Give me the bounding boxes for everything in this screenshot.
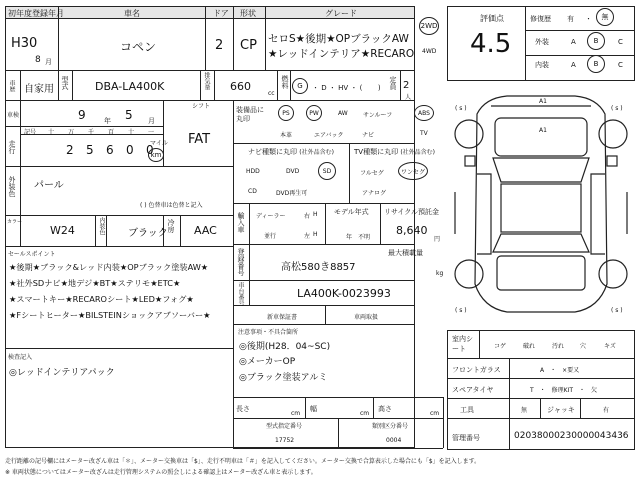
int-grade-a: A — [571, 61, 576, 69]
reg-year-label: 初年度登録年月 — [8, 9, 64, 18]
equipment-abs-circle: ABS — [414, 105, 434, 121]
reg-month-value: 8 — [35, 55, 41, 65]
mileage-unit-mile: マイル — [150, 140, 168, 147]
mileage-digit-header: 十 — [48, 129, 55, 136]
seats-value: 2 — [403, 80, 410, 91]
jack-label: ジャッキ — [547, 406, 575, 414]
exterior-grade-label: 外装 — [535, 38, 549, 46]
drive-4wd: 4WD — [422, 48, 437, 55]
inspection-year-unit: 年 — [104, 117, 111, 125]
chassis-label: 車台番号 — [237, 282, 244, 306]
sheet-label: 室内シート — [452, 335, 473, 353]
caution-label: 注意事項・不具合箇所 — [238, 329, 299, 336]
equipment-item: エアバック — [314, 132, 344, 139]
model-year-value: 年 不明 — [346, 234, 371, 241]
tools-value: 無 — [521, 407, 528, 414]
mileage-digit-header: 千 — [88, 129, 95, 136]
warranty-manual: 車両取扱 — [354, 314, 379, 321]
import-parallel: 並行 — [264, 233, 277, 240]
repair-no-circle: 無 — [596, 8, 614, 26]
repair-separator: ・ — [585, 15, 592, 23]
height-label: 高さ — [378, 405, 392, 413]
fuel-selected-circle: G — [292, 78, 308, 94]
mileage-digit: 5 — [86, 143, 94, 157]
interior-grade-label: 内装 — [535, 61, 549, 69]
import-right: 右 — [304, 213, 311, 220]
score-value: 4.5 — [470, 29, 512, 59]
equipment-label: 装備品に丸印 — [236, 106, 264, 123]
fuel-label: 燃料 — [281, 75, 289, 89]
exterior-note: ( ) 色替車は色替と記入 — [140, 202, 203, 209]
car-name-value: コペン — [120, 40, 157, 54]
nav-dvd-play: DVD再生可 — [276, 190, 308, 197]
grade-line1: セロS★後期★OPブラックAW — [268, 33, 409, 45]
nav-title: ナビ種類に丸印 (社外品含む) — [248, 148, 334, 156]
sheet-item: 穴 — [580, 343, 587, 350]
int-grade-c: C — [618, 61, 623, 69]
mileage-digit: 0 — [146, 143, 154, 157]
ac-label: 冷房 — [167, 219, 175, 233]
shift-label: シフト — [192, 103, 211, 110]
displacement-label: 排気量 — [203, 72, 210, 90]
equipment-item: AW — [338, 110, 348, 117]
sheet-item: キズ — [604, 343, 616, 350]
car-diagram — [447, 84, 635, 326]
equipment-item: サンルーフ — [363, 112, 393, 119]
exterior-color: パール — [34, 180, 64, 191]
ac-value: AAC — [194, 224, 217, 237]
width-unit: cm — [360, 410, 370, 417]
length-label: 長さ — [236, 405, 250, 413]
mgmt-number: 02038000230000043436 — [514, 431, 629, 441]
shape-value: CP — [240, 38, 257, 53]
seats-label: 定員 — [389, 76, 397, 90]
int-grade-b-circle: B — [587, 55, 605, 73]
equipment-ps-circle: PS — [278, 105, 294, 121]
max-load-unit: kg — [436, 270, 444, 277]
class-number-label: 類別区分番号 — [372, 423, 409, 430]
import-handle-2: H — [313, 231, 318, 238]
color-no-value: W24 — [50, 224, 75, 237]
sales-points-label: セールスポイント — [8, 251, 56, 258]
import-label: 輸入車 — [237, 212, 245, 233]
warranty-new-car: 新車保証書 — [267, 314, 298, 321]
color-no-label: カラー — [7, 219, 23, 225]
usage-label: 車歴 — [8, 80, 15, 92]
mileage-digit: 2 — [66, 143, 74, 157]
shape-label: 形状 — [240, 9, 256, 18]
mileage-digit-header: 百 — [108, 129, 115, 136]
seats-unit: 人 — [405, 94, 412, 101]
glass-label: フロントガラス — [452, 366, 501, 374]
recycle-unit: 円 — [434, 236, 441, 243]
tv-oneseg-circle: ワンセグ — [398, 162, 428, 180]
damage-mark-a1-front: A1 — [539, 98, 547, 105]
notes-line: ◎レッドインテリアパック — [9, 368, 115, 378]
right-paren-1: ( s ) — [611, 105, 623, 112]
mileage-digit-header: 万 — [68, 129, 75, 136]
sales-point-line: ★社外SDナビ★地デジ★BT★ステリモ★ETC★ — [9, 278, 181, 288]
nav-cd: CD — [248, 188, 257, 195]
ext-grade-c: C — [618, 38, 623, 46]
doors-value: 2 — [215, 38, 224, 53]
usage-value: 自家用 — [24, 84, 54, 95]
repair-yes: 有 — [567, 15, 574, 23]
sales-point-line: ★Fシートヒーター★BILSTEINショックアブソーバー★ — [9, 310, 211, 320]
inspection-month-unit: 月 — [148, 117, 155, 125]
mileage-unit-km-circle: km — [148, 148, 164, 162]
inspection-year: 9 — [78, 108, 86, 122]
spare-options: T ・ 修理KIT ・ 欠 — [530, 387, 598, 394]
reg-month-unit: 月 — [45, 58, 52, 66]
footer-line-1: 走行距離の記号欄にはメーター改ざん車は「＊」、メーター交換車は「$」、走行不明車は「＃」を記入してください。メーター交換で合算表示した場合にも「$」を記入します。 — [5, 458, 481, 465]
equipment-item: TV — [420, 130, 428, 137]
fuel-options: ・ D ・ HV ・ ( ) — [312, 84, 381, 92]
shift-value: FAT — [188, 132, 211, 147]
notes-label: 検査記入 — [8, 354, 33, 361]
equipment-item: 本革 — [280, 132, 293, 139]
caution-line-1: ◎後期(H28．04~SC) — [239, 342, 331, 352]
interior-label: 内装色 — [98, 217, 105, 235]
damage-mark-a1-hood: A1 — [539, 127, 547, 134]
ext-grade-a: A — [571, 38, 576, 46]
glass-options: A ・ ×要又 — [540, 367, 580, 374]
interior-value: ブラック — [128, 228, 168, 239]
import-handle-1: H — [313, 211, 318, 218]
recycle-value: 8,640 — [396, 224, 428, 237]
registration-number: 高松580き8857 — [281, 262, 356, 273]
inspection-label: 車検 — [7, 112, 20, 119]
mileage-digit: 6 — [106, 143, 114, 157]
sheet-item: コゲ — [494, 343, 507, 350]
import-dealer: ディーラー — [256, 213, 286, 220]
mileage-digit: 0 — [126, 143, 134, 157]
left-paren-2: ( s ) — [455, 307, 467, 314]
nav-sd-circle: SD — [318, 162, 336, 180]
recycle-label: リサイクル預託金 — [384, 208, 440, 216]
grade-line2: ★レッドインテリア★RECARO — [268, 48, 415, 60]
sales-point-line: ★後期★ブラック&レッド内装★OPブラック塗装AW★ — [9, 262, 209, 272]
height-unit: cm — [430, 410, 440, 417]
car-name-label: 車名 — [124, 9, 140, 18]
width-label: 幅 — [310, 405, 317, 413]
ext-grade-b-circle: B — [587, 32, 605, 50]
mileage-label: 走行 — [8, 140, 16, 154]
jack-value: 有 — [603, 407, 610, 414]
inspection-month: 5 — [125, 108, 133, 122]
footer-line-2: ※ 車両状態についてはメーター改ざんは走行管理システムの照会しによる確認上はメーター改ざん車と表示します。 — [5, 469, 317, 476]
displacement-unit: cc — [268, 90, 275, 97]
equipment-item: ナビ — [362, 132, 375, 139]
mgmt-label: 管理番号 — [452, 434, 480, 442]
model-year-label: モデル年式 — [334, 208, 369, 216]
nav-dvd: DVD — [286, 168, 300, 175]
model-label: 型式 — [61, 76, 69, 90]
displacement-value: 660 — [230, 80, 251, 93]
right-paren-2: ( s ) — [611, 307, 623, 314]
chassis-number: LA400K-0023993 — [297, 287, 391, 300]
caution-line-2: ◎メーカーOP — [239, 357, 296, 367]
tools-label: 工具 — [460, 406, 474, 414]
drive-2wd-circle: 2WD — [419, 17, 439, 35]
reg-year-value: H30 — [11, 36, 38, 51]
max-load-label: 最大積載量 — [388, 249, 423, 257]
import-left: 左 — [304, 233, 311, 240]
mileage-digit-header: 記号 — [24, 129, 37, 136]
tv-analog: アナログ — [362, 190, 387, 197]
repair-label: 修復歴 — [530, 15, 551, 23]
equipment-pw-circle: PW — [306, 105, 322, 121]
score-label: 評価点 — [480, 14, 504, 23]
sheet-item: 破れ — [523, 343, 536, 350]
nav-hdd: HDD — [246, 168, 260, 175]
mileage-digit-header: 十 — [128, 129, 135, 136]
caution-line-3: ◎ブラック塗装アルミ — [239, 373, 328, 383]
type-designation-label: 型式指定番号 — [266, 423, 303, 430]
mileage-digit-header: 一 — [148, 129, 155, 136]
door-label: ドア — [213, 9, 229, 18]
sales-point-line: ★スマートキー★RECAROシート★LED★フォグ★ — [9, 294, 194, 304]
class-number-value: 0004 — [386, 437, 402, 444]
grade-label: グレード — [325, 9, 357, 18]
registration-label: 登録番号 — [237, 248, 245, 276]
spare-label: スペアタイヤ — [452, 386, 494, 394]
sheet-item: 汚れ — [552, 343, 565, 350]
exterior-label: 外装色 — [8, 176, 16, 197]
model-value: DBA-LA400K — [95, 80, 165, 93]
tv-title: TV種類に丸印 (社外品含む) — [354, 148, 435, 156]
length-unit: cm — [291, 410, 301, 417]
left-paren-1: ( s ) — [455, 105, 467, 112]
type-designation-value: 17752 — [275, 437, 295, 444]
tv-fullseg: フルセグ — [360, 170, 384, 177]
